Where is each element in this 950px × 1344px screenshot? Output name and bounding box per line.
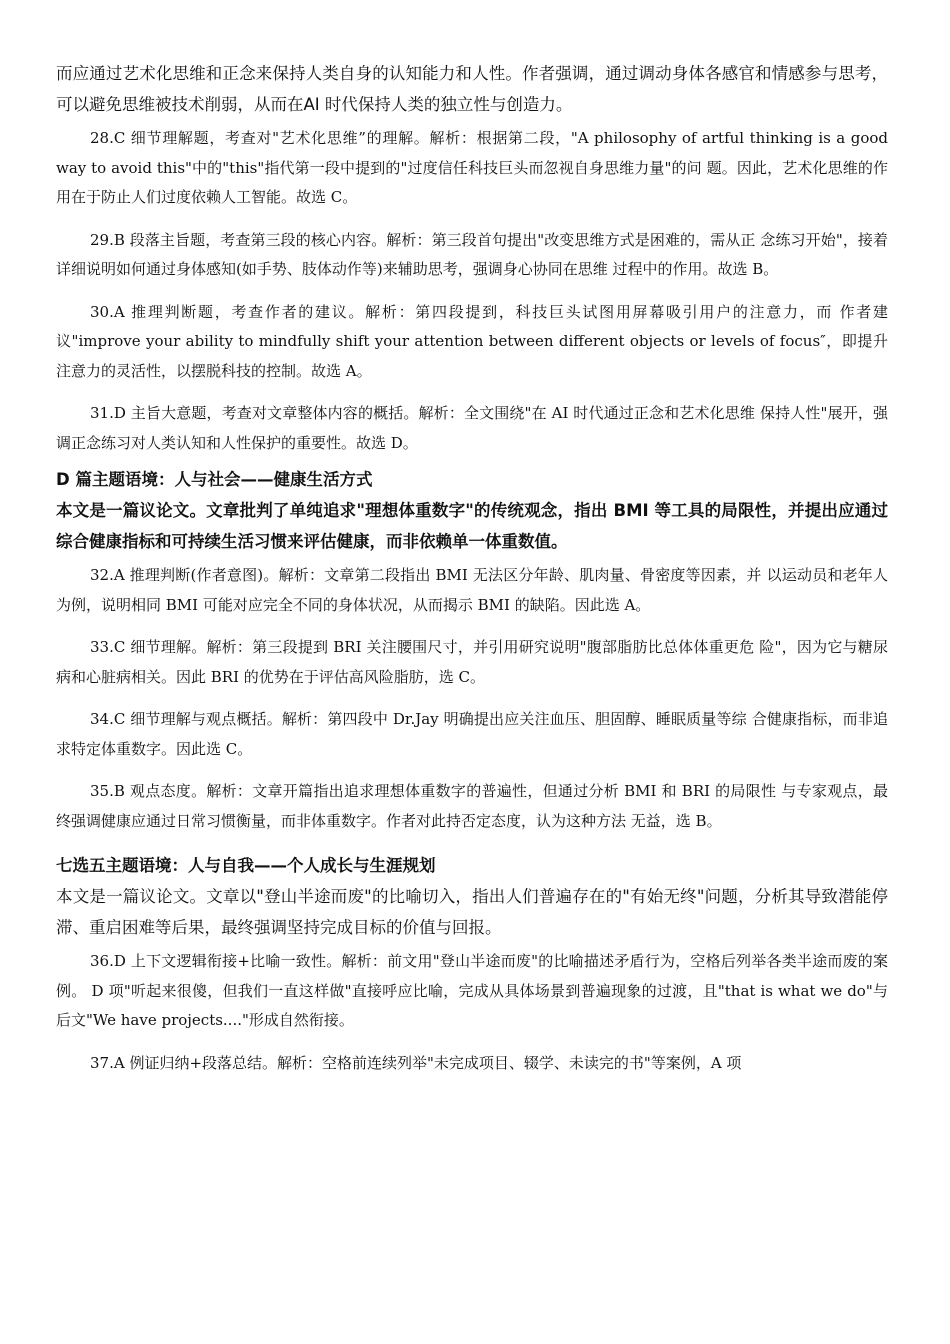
section-d-heading: D 篇主题语境：人与社会——健康生活方式 — [56, 470, 373, 489]
answer-33: 33.C 细节理解。解析：第三段提到 BRI 关注腰围尺寸，并引用研究说明"腹部脂肪比总体体重更危 险"，因为它与糖尿病和心脏病相关。因此 BRI 的优势在于评估高风险脂肪，选 C。 — [56, 638, 888, 686]
answer-29: 29.B 段落主旨题，考查第三段的核心内容。解析：第三段首句提出"改变思维方式是困难的，需从正 念练习开始"，接着详细说明如何通过身体感知(如手势、肢体动作等)来辅助思考，强调身心协同在思维 过程中的作用。故选 B。 — [56, 230, 888, 278]
section-d-summary: 本文是一篇议论文。文章批判了单纯追求"理想体重数字"的传统观念，指出 BMI 等工具的局限性，并提出应通过综合健康指标和可持续生活习惯来评估健康，而非依赖单一体重数值。 — [56, 501, 888, 551]
answer-34: 34.C 细节理解与观点概括。解析：第四段中 Dr.Jay 明确提出应关注血压、胆固醇、睡眠质量等综 合健康指标，而非追求特定体重数字。因此选 C。 — [56, 710, 888, 758]
answer-30: 30.A 推理判断题，考查作者的建议。解析：第四段提到，科技巨头试图用屏幕吸引用户的注意力，而 作者建议"improve your ability to mindfully shift your attention between different objects or levels of focus″，即提升注意力的灵活性，以摆脱科技的控制。故选 A。 — [56, 302, 888, 380]
section-seven-summary: 本文是一篇议论文。文章以"登山半途而废"的比喻切入，指出人们普遍存在的"有始无终"问题，分析其导致潜能停滞、重启困难等后果，最终强调坚持完成目标的价值与回报。 — [56, 887, 888, 937]
answer-35: 35.B 观点态度。解析：文章开篇指出追求理想体重数字的普遍性，但通过分析 BMI 和 BRI 的局限性 与专家观点，最终强调健康应通过日常习惯衡量，而非体重数字。作者对此持否定态度，认为这种方法 无益，选 B。 — [56, 782, 888, 830]
answer-37: 37.A 例证归纳+段落总结。解析：空格前连续列举"未完成项目、辍学、未读完的书"等案例，A 项 — [90, 1053, 742, 1072]
answer-31: 31.D 主旨大意题，考查对文章整体内容的概括。解析：全文围绕"在 AI 时代通过正念和艺术化思维 保持人性"展开，强调正念练习对人类认知和人性保护的重要性。故选 D。 — [56, 404, 888, 452]
section-seven-heading: 七选五主题语境：人与自我——个人成长与生涯规划 — [56, 856, 436, 875]
answer-28: 28.C 细节理解题，考查对"艺术化思维”的理解。解析：根据第二段，"A philosophy of artful thinking is a good way to avoid this"中的"this"指代第一段中提到的"过度信任科技巨头而忽视自身思维力量"的问 题。因此，艺术化思维的作用在于防止人们过度依赖人工智能。故选 C。 — [56, 129, 888, 206]
answer-32: 32.A 推理判断(作者意图)。解析：文章第二段指出 BMI 无法区分年龄、肌肉量、骨密度等因素，并 以运动员和老年人为例，说明相同 BMI 可能对应完全不同的身体状况，从而揭示 BMI 的缺陷。因此选 A。 — [56, 566, 888, 614]
answer-36: 36.D 上下文逻辑衔接+比喻一致性。解析：前文用"登山半途而废"的比喻描述矛盾行为，空格后列举各类半途而废的案例。 D 项"听起来很傻，但我们一直这样做"直接呼应比喻，完成从具体场景到普遍现象的过渡，且"that is what we do"与后文"We have projects...."形成自然衔接。 — [56, 952, 888, 1029]
passage-c-summary: 而应通过艺术化思维和正念来保持人类自身的认知能力和人性。作者强调，通过调动身体各感官和情感参与思考，可以避免思维被技术削弱，从而在AI 时代保持人类的独立性与创造力。 — [56, 64, 888, 114]
